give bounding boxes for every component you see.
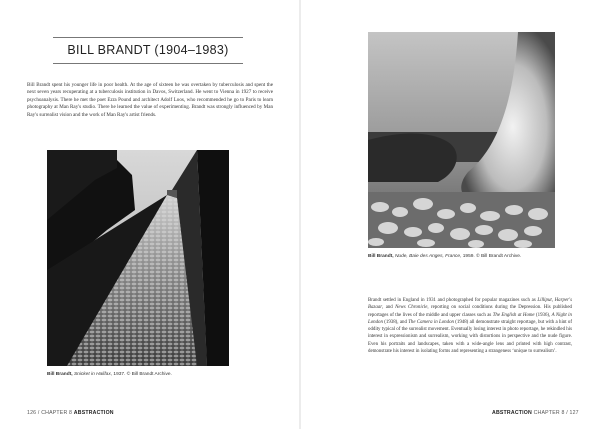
right-footer-section: ABSTRACTION <box>492 410 532 416</box>
left-caption-title: Snicket in Halifax <box>73 372 111 377</box>
right-caption-photographer: Bill Brandt, <box>368 254 394 259</box>
left-footer-chapter: CHAPTER 8 <box>41 410 73 416</box>
left-page-number: 126 <box>27 410 37 416</box>
right-page-number: 127 <box>569 410 579 416</box>
right-footer-chapter: CHAPTER 8 <box>533 410 565 416</box>
right-photo-caption <box>368 254 521 259</box>
snicket-in-halifax-photo <box>47 150 229 366</box>
title-top-rule <box>53 37 243 38</box>
body-paragraph: Brandt settled in England in 1931 and photographed for popular magazines such as Lilliput, Harper's Bazaar, and News Chronicle, reporting on social conditions during the Depression. His published reportages of the lives of the middle and upper classes such as The English at Home (1936), A Night in London (1938), and The Camera in London (1948) all demonstrate straight reportage, but with a hint of oddity typical of the surrealist movement. Eventually losing interest in photo reportage, he rekindled his interest in expressionism and surrealism, working with distortions in perspective and the nude figure. Even his portraits and landscapes, taken with a wide-angle lens and printed with high contrast, demonstrate his interest in isolating forms and representing a strangeness ‘unique to surrealism’. <box>368 298 572 355</box>
left-caption-photographer: Bill Brandt, <box>47 372 73 377</box>
nude-baie-des-anges-photo <box>368 32 555 248</box>
page-title: BILL BRANDT (1904–1983) <box>67 43 229 57</box>
right-footer: ABSTRACTION CHAPTER 8 / 127 <box>492 410 579 416</box>
left-photo-caption <box>47 372 172 377</box>
left-footer: 126 / CHAPTER 8 ABSTRACTION <box>27 410 114 416</box>
left-footer-section: ABSTRACTION <box>73 410 114 416</box>
right-caption-credit: , 1959. © Bill Brandt Archive. <box>460 254 522 259</box>
title-bottom-rule <box>53 63 243 64</box>
right-caption-title: Nude, Baie des Anges, France <box>394 254 461 259</box>
left-caption-credit: , 1937. © Bill Brandt Archive. <box>110 372 172 377</box>
intro-paragraph: Bill Brandt spent his younger life in poor health. At the age of sixteen he was overtaken by tuberculosis and spent the next seven years recuperating at a tuberculosis institution in Davos, Switzerland. He went to Vienna in 1927 to receive psychoanalysis. There he met the poet Ezra Pound and architect Adolf Loos, who recommended he go to Paris to learn photography at Man Ray's studio. There he learned the value of experimenting. Brandt was strongly influenced by Man Ray's surrealist vision and the work of Man Ray's artist friends. <box>27 82 273 118</box>
